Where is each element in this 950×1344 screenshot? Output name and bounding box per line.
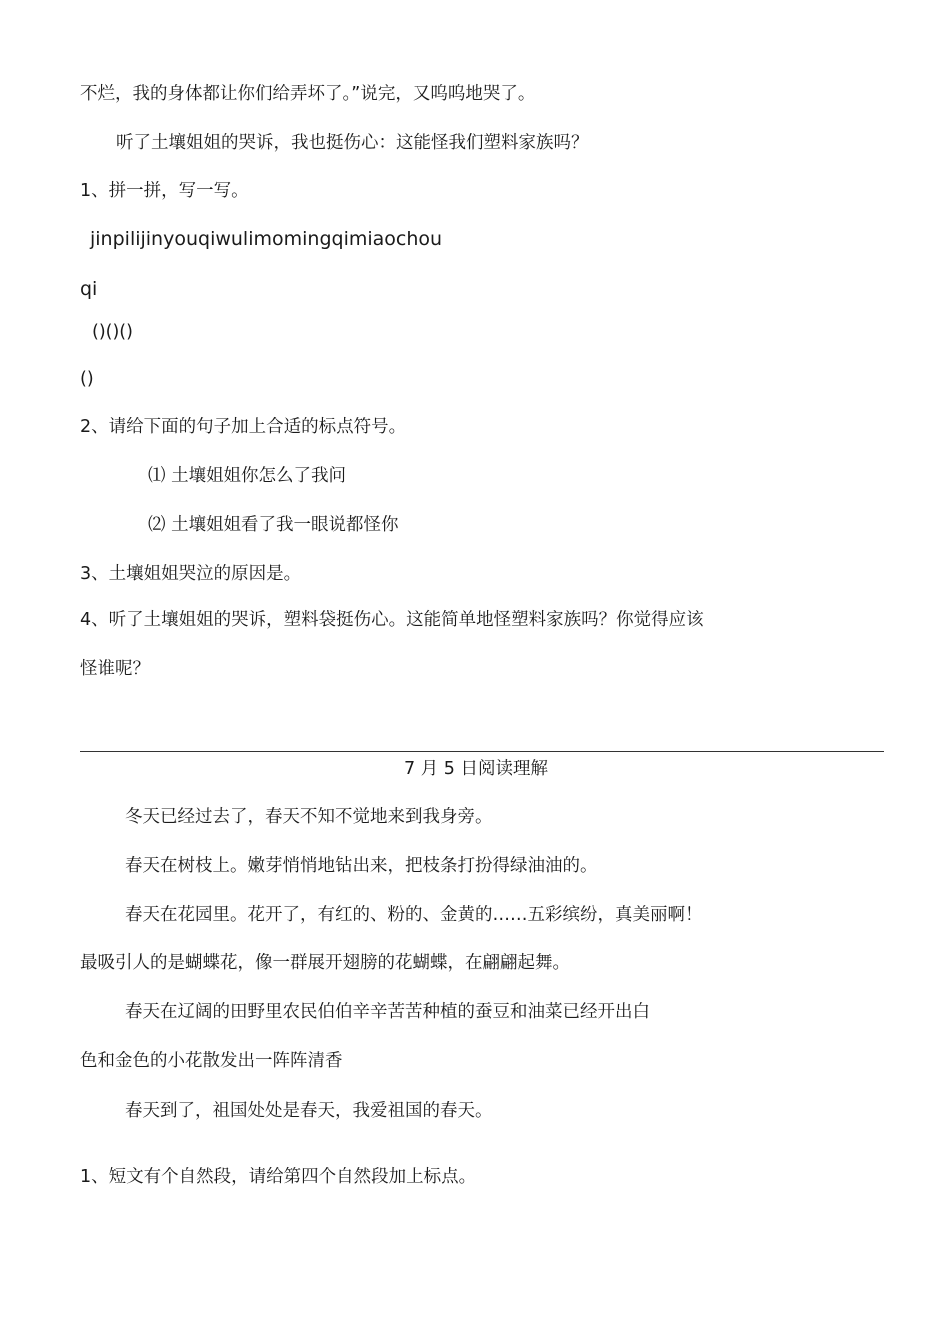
pinyin-tail: qi <box>80 278 98 300</box>
passage-paragraph-3-line-2: 最吸引人的是蝴蝶花，像一群展开翅膀的花蝴蝶，在翩翩起舞。 <box>80 953 570 973</box>
passage-paragraph-2: 春天在树枝上。嫩芽悄悄地钻出来，把枝条打扮得绿油油的。 <box>125 856 598 876</box>
question-2-item-1: ⑴ 土壤姐姐你怎么了我问 <box>148 466 347 486</box>
question-3: 3、土壤姐姐哭泣的原因是。 <box>80 564 302 584</box>
question-2-item-2: ⑵ 土壤姐姐看了我一眼说都怪你 <box>148 515 399 535</box>
question-1: 1、拼一拼，写一写。 <box>80 181 249 201</box>
pinyin-line: jinpilijinyouqiwulimomingqimiaochou <box>90 228 443 250</box>
story-end-line: 不烂，我的身体都让你们给弄坏了。”说完，又呜呜地哭了。 <box>80 84 536 104</box>
section-title: 7 月 5 日阅读理解 <box>404 759 548 779</box>
question-4-line-2: 怪谁呢？ <box>80 659 150 679</box>
passage-paragraph-5: 春天到了，祖国处处是春天，我爱祖国的春天。 <box>125 1101 493 1121</box>
section-divider <box>80 751 884 752</box>
passage-paragraph-4-line-2: 色和金色的小花散发出一阵阵清香 <box>80 1051 343 1071</box>
answer-blank-single: () <box>80 369 94 389</box>
passage-paragraph-1: 冬天已经过去了，春天不知不觉地来到我身旁。 <box>125 807 493 827</box>
answer-blanks-line: ()()() <box>92 322 133 342</box>
question-4-line-1: 4、听了土壤姐姐的哭诉，塑料袋挺伤心。这能简单地怪塑料家族吗？你觉得应该 <box>80 610 704 630</box>
passage-paragraph-3-line-1: 春天在花园里。花开了，有红的、粉的、金黄的……五彩缤纷，真美丽啊！ <box>125 905 703 925</box>
passage-paragraph-4-line-1: 春天在辽阔的田野里农民伯伯辛辛苦苦种植的蚕豆和油菜已经开出白 <box>125 1002 650 1022</box>
story-reply-line: 听了土壤姐姐的哭诉，我也挺伤心：这能怪我们塑料家族吗？ <box>116 133 589 153</box>
question-2: 2、请给下面的句子加上合适的标点符号。 <box>80 417 407 437</box>
reading-question-1: 1、短文有个自然段，请给第四个自然段加上标点。 <box>80 1167 477 1187</box>
